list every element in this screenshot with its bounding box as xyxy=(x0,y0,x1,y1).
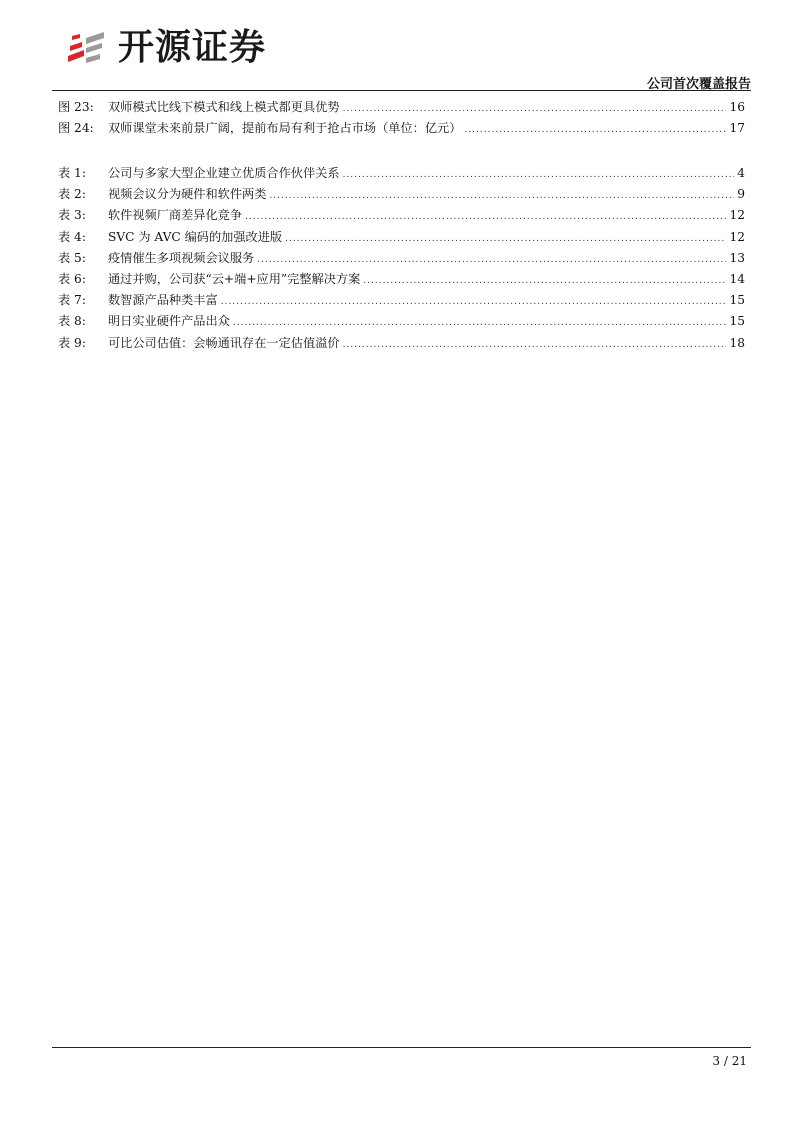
kaiyuan-logo-icon xyxy=(64,26,108,70)
toc-entry[interactable] xyxy=(58,249,745,270)
toc-entry-label: 表 8: xyxy=(58,314,86,329)
toc-leader-dots xyxy=(285,234,726,244)
toc-leader-dots xyxy=(221,297,727,307)
table-list xyxy=(58,164,745,355)
toc-leader-dots xyxy=(343,170,735,180)
toc-entry-title: 软件视频厂商差异化竞争 xyxy=(108,208,243,223)
toc-entry-title: 明日实业硬件产品出众 xyxy=(108,314,230,329)
footer-divider xyxy=(52,1047,751,1048)
toc-entry[interactable] xyxy=(58,164,745,185)
toc-entry-label: 表 5: xyxy=(58,250,86,265)
toc-entry[interactable] xyxy=(58,185,745,206)
toc-entry-title: 公司与多家大型企业建立优质合作伙伴关系 xyxy=(108,166,340,180)
toc-leader-dots xyxy=(257,255,726,265)
toc-entry-title: 通过并购，公司获“云+端+应用”完整解决方案 xyxy=(108,271,361,286)
toc-entry-page: 16 xyxy=(729,100,745,114)
toc-leader-dots xyxy=(464,125,726,135)
toc-leader-dots xyxy=(343,104,727,114)
toc-entry-title: 双师模式比线下模式和线上模式都更具优势 xyxy=(108,100,340,114)
toc-entry[interactable] xyxy=(58,206,745,227)
toc-entry[interactable] xyxy=(58,312,745,333)
toc-leader-dots xyxy=(269,191,734,201)
header-divider xyxy=(52,90,751,91)
toc-entry-label: 图 23: xyxy=(58,100,94,114)
brand-name: 开源证券 xyxy=(118,27,267,68)
toc-entry[interactable] xyxy=(58,98,745,119)
toc-entry-label: 表 6: xyxy=(58,271,86,286)
toc-entry[interactable] xyxy=(58,291,745,312)
toc-entry-title: 数智源产品种类丰富 xyxy=(108,293,218,308)
toc-entry-title: SVC 为 AVC 编码的加强改进版 xyxy=(108,229,283,244)
toc-entry-label: 表 2: xyxy=(58,187,86,202)
toc-entry[interactable] xyxy=(58,270,745,291)
toc-entry-page: 4 xyxy=(737,166,745,180)
toc-entry-page: 15 xyxy=(729,293,745,308)
toc-entry-page: 9 xyxy=(737,187,745,202)
report-type-label: 公司首次覆盖报告 xyxy=(646,77,751,92)
toc-entry-page: 12 xyxy=(729,229,745,244)
toc-entry-page: 12 xyxy=(729,208,745,223)
toc-entry-title: 视频会议分为硬件和软件两类 xyxy=(108,187,267,202)
toc-leader-dots xyxy=(343,340,727,350)
brand-logo xyxy=(64,24,266,72)
toc-entry-page: 15 xyxy=(729,314,745,329)
page-number: 3 / 21 xyxy=(712,1054,747,1068)
toc-entry-label: 表 7: xyxy=(58,293,86,308)
toc-entry[interactable] xyxy=(58,334,745,355)
toc-leader-dots xyxy=(363,276,726,286)
toc-entry-label: 表 4: xyxy=(58,229,86,244)
toc-entry[interactable] xyxy=(58,119,745,140)
toc-leader-dots xyxy=(245,212,726,222)
toc-entry-page: 17 xyxy=(729,121,745,136)
toc-entry-title: 疫情催生多项视频会议服务 xyxy=(108,250,255,265)
toc-entry-label: 表 3: xyxy=(58,208,86,223)
toc-entry-label: 表 9: xyxy=(58,335,86,350)
toc-entry-title: 双师课堂未来前景广阔，提前布局有利于抢占市场（单位：亿元） xyxy=(108,121,462,136)
toc-entry-label: 图 24: xyxy=(58,121,94,136)
toc-entry-label: 表 1: xyxy=(58,166,86,180)
toc-entry-title: 可比公司估值：会畅通讯存在一定估值溢价 xyxy=(108,335,340,350)
toc-entry-page: 13 xyxy=(729,250,745,265)
toc-leader-dots xyxy=(233,318,727,328)
toc-entry-page: 14 xyxy=(729,271,745,286)
toc-entry-page: 18 xyxy=(729,335,745,350)
toc-entry[interactable] xyxy=(58,228,745,249)
figure-list xyxy=(58,98,745,140)
